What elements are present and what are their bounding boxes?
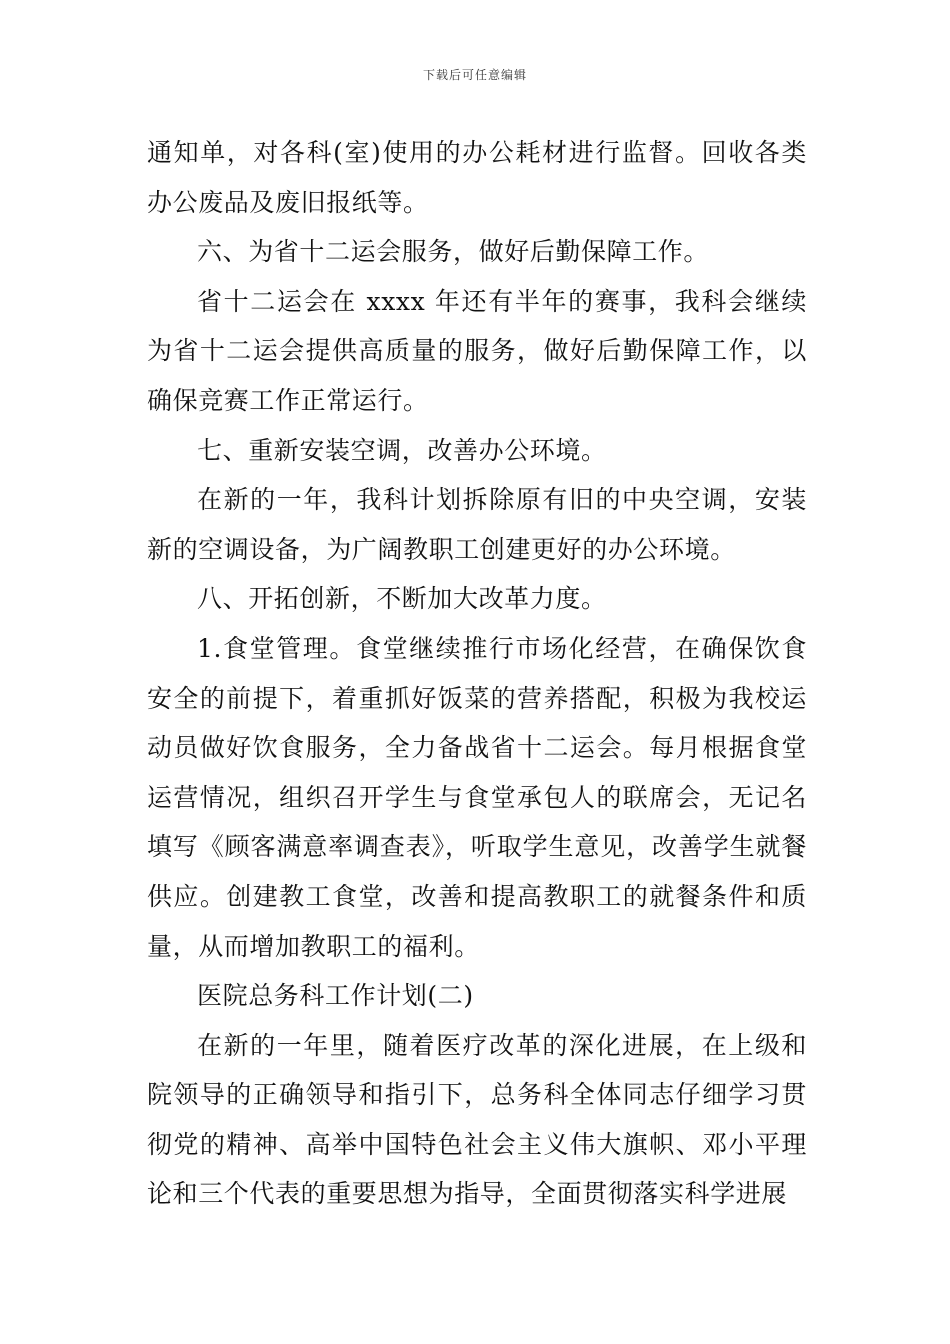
paragraph-games-service: 省十二运会在 xxxx 年还有半年的赛事，我科会继续为省十二运会提供高质量的服务，做好后勤保障工作，以确保竞赛工作正常运行。 [147,286,807,415]
section-heading-seven: 七、重新安装空调，改善办公环境。 [197,435,607,465]
paragraph-new-year-intro: 在新的一年里，随着医疗改革的深化进展，在上级和院领导的正确领导和指引下，总务科全体同志仔细学习贯彻党的精神、高举中国特色社会主义伟大旗帜、邓小平理论和三个代表的重要思想为指导，全面贯彻落实科学进展 [147,1030,807,1209]
document-subtitle: 医院总务科工作计划(二) [197,981,474,1011]
paragraph-air-conditioning: 在新的一年，我科计划拆除原有旧的中央空调，安装新的空调设备，为广阔教职工创建更好的办公环境。 [147,485,807,564]
section-heading-eight: 八、开拓创新，不断加大改革力度。 [197,584,607,614]
paragraph-supplies-recycling: 通知单，对各科(室)使用的办公耗材进行监督。回收各类办公废品及废旧报纸等。 [147,138,807,217]
paragraph-canteen-management: 1.食堂管理。食堂继续推行市场化经营，在确保饮食安全的前提下，着重抓好饭菜的营养搭配，积极为我校运动员做好饮食服务，全力备战省十二运会。每月根据食堂运营情况，组织召开学生与食堂承包人的联席会，无记名填写《顾客满意率调查表》，听取学生意见，改善学生就餐供应。创建教工食堂，改善和提高教职工的就餐条件和质量，从而增加教职工的福利。 [147,633,807,961]
page-header: 下载后可任意编辑 [422,68,527,82]
document-body [147,128,807,1219]
section-heading-six: 六、为省十二运会服务，做好后勤保障工作。 [197,237,710,267]
